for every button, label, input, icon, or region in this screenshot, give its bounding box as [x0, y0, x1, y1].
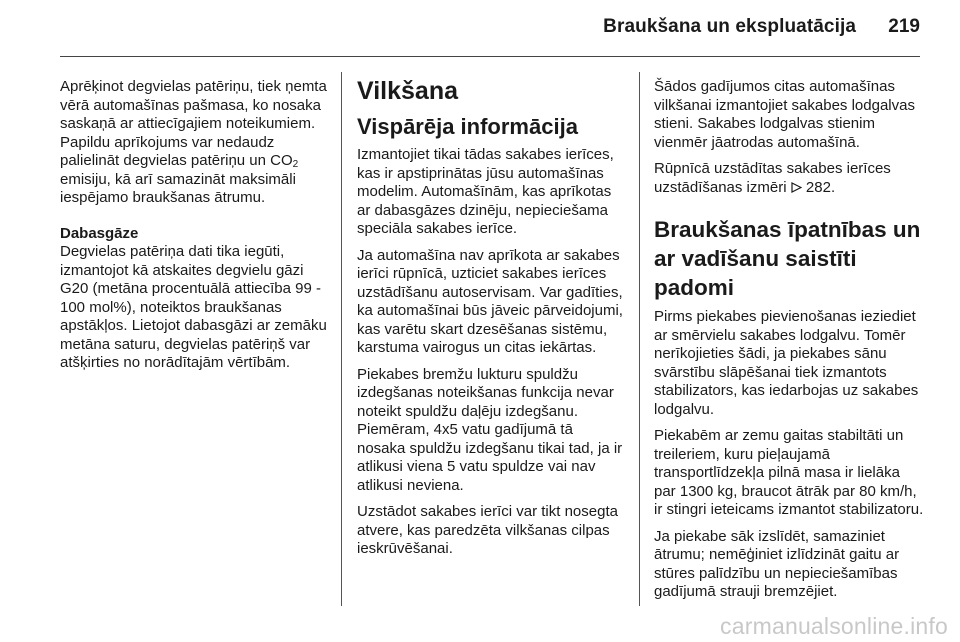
paragraph-text: emisiju, kā arī samazināt maksimāli iespējamo braukšanas ātrumu.	[60, 170, 296, 206]
paragraph-approved-devices: Izmantojiet tikai tādas sakabes ierīces, kas ir apstiprinātas jūsu automašīnas modelim. Automašīnām, kas aprīkotas ar dabasgāzes dzinēju, nepieciešama speciāla sakabes ierīce.	[357, 146, 614, 237]
paragraph-skidding: Ja piekabe sāk izslīdēt, samaziniet ātrumu; nemēģiniet izlīdzināt gaitu ar stūres palīdzību un nepieciešamības gadījumā strauji bremzējiet.	[654, 527, 900, 600]
paragraph-towing-bar: Šādos gadījumos citas automašīnas vilkšanai izmantojiet sakabes lodgalvas stieni. Sakabes lodgalvas stienim vienmēr jāatrodas automašīnā.	[654, 78, 915, 151]
paragraph-text: Aprēķinot degvielas patēriņu, tiek ņemta vērā automašīnas pašmasa, ko nosaka saskaņā ar attiecīgajiem noteikumiem. Papildu aprīkojums var nedaudz palielināt degvielas patēriņu un CO	[60, 78, 327, 169]
page-number: 219	[888, 16, 920, 37]
paragraph-stabilizer: Piekabēm ar zemu gaitas stabiltāti un treileriem, kuru pieļaujamā transportlīdzekļa pilnā masa ir lielāka par 1300 kg, braucot ātrāk par 80 km/h, ir stingri ieteicams izmantot stabilizatoru.	[654, 427, 924, 518]
column-divider-right	[639, 72, 640, 606]
subscript-2: 2	[292, 159, 299, 170]
subsection-heading-general-info: Vispārēja informācija	[357, 114, 578, 139]
column-left	[60, 78, 328, 381]
paragraph-brake-lights: Piekabes bremžu lukturu spuldžu izdegšanas noteikšanas funkcija nevar noteikt spuldžu daļēju izdegšanu. Piemēram, 4x5 vatu gadījumā tā nosaka spuldžu izdegšanu tikai tad, ja ir atlikusi viena 5 vatu spuldze vai nav atlikusi neviena.	[357, 365, 623, 494]
paragraph-opening-covered: Uzstādot sakabes ierīci var tikt nosegta atvere, kas paredzēta vilkšanas cilpas ieskrūvēšanai.	[357, 503, 618, 557]
paragraph-lubricate: Pirms piekabes pievienošanas ieziediet ar smērvielu sakabes lodgalvu. Tomēr nerīkojieties šādi, ja piekabes sānu svārstību slāpēšanai tiek izmantots stabilizators, kas iedarbojas uz sakabes lodgalvu.	[654, 308, 919, 418]
section-heading-driving-tips: Braukšanas īpatnības un ar vadīšanu saistīti padomi	[654, 217, 921, 300]
page-header	[0, 0, 960, 60]
paragraph-dimensions	[654, 160, 924, 197]
paragraph-text: Rūpnīcā uzstādītas sakabes ierīces uzstādīšanas izmēri	[654, 160, 891, 196]
column-right	[654, 78, 924, 610]
triangle-reference-icon[interactable]	[791, 180, 802, 191]
paragraph-fuel-consumption	[60, 78, 328, 208]
subheading-natural-gas: Dabasgāze	[60, 224, 139, 242]
paragraph-text: .	[830, 178, 836, 196]
paragraph-installation: Ja automašīna nav aprīkota ar sakabes ierīci rūpnīcā, uzticiet sakabes ierīces uzstādīšanu autoservisam. Var gadīties, ka automašīnai būs jāveic pārveidojumi, kas varētu skart dzesēšanas sistēmu, karstuma vairogus un citas iekārtas.	[357, 246, 623, 356]
watermark-text: carmanualsonline.info	[720, 613, 948, 639]
column-middle	[357, 78, 625, 567]
page-title: Braukšana un ekspluatācija	[603, 16, 856, 37]
page-reference-link[interactable]: 282	[805, 178, 831, 196]
paragraph-natural-gas: Degvielas patēriņa dati tika iegūti, izmantojot kā atskaites degvielu gāzi G20 (metāna procentuālā attiecība 99 - 100 mol%), noteiktos braukšanas apstākļos. Lietojot dabasgāzi ar zemāku metāna saturu, degvielas patēriņš var atšķirties no norādītajām vērtībām.	[60, 243, 327, 371]
header-divider	[60, 56, 920, 57]
section-heading-towing: Vilkšana	[357, 77, 459, 105]
column-divider-left	[341, 72, 342, 606]
